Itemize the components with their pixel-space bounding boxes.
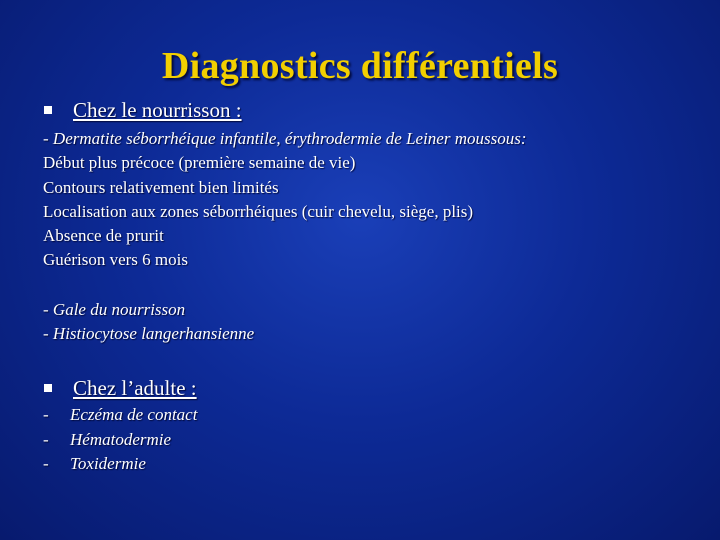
dash-bullet: - <box>43 429 49 449</box>
list-item-label: Hématodermie <box>70 429 172 449</box>
other-diagnosis <box>43 322 254 346</box>
detail-line: Absence de prurit <box>43 226 164 246</box>
other-diagnosis-label: Histiocytose langerhansienne <box>52 324 255 344</box>
lead-diagnosis: Dermatite séborrhéique infantile, érythrodermie de Leiner moussous: <box>52 129 527 148</box>
heading-label: Chez le nourrisson : <box>73 98 242 122</box>
nourrisson-other-diagnoses <box>43 298 254 347</box>
slide-title: Diagnostics différentiels <box>161 45 559 87</box>
other-diagnosis <box>43 298 254 322</box>
heading-label: Chez l’adulte : <box>73 376 197 400</box>
detail-line: Contours relativement bien limités <box>43 177 279 197</box>
other-diagnosis-label: Gale du nourrisson <box>52 300 186 319</box>
dash-bullet: - <box>43 405 49 424</box>
nourrisson-details <box>43 127 527 273</box>
detail-line: Localisation aux zones séborrhéiques (cuir chevelu, siège, plis) <box>43 201 474 221</box>
lead-dash: - <box>43 129 53 148</box>
dash-bullet: - <box>43 454 49 473</box>
lead-line <box>43 127 527 151</box>
section-heading-adulte <box>44 376 444 402</box>
detail-line: Guérison vers 6 mois <box>43 250 188 270</box>
square-bullet-icon <box>44 384 52 392</box>
list-item-label: Toxidermie <box>70 454 146 473</box>
square-bullet-icon <box>44 106 52 114</box>
other-dash: - <box>43 300 53 319</box>
list-item-label: Eczéma de contact <box>70 405 198 424</box>
detail-line: Début plus précoce (première semaine de vie) <box>43 153 356 173</box>
section-heading-nourrisson <box>44 98 444 124</box>
other-dash: - <box>43 324 53 344</box>
